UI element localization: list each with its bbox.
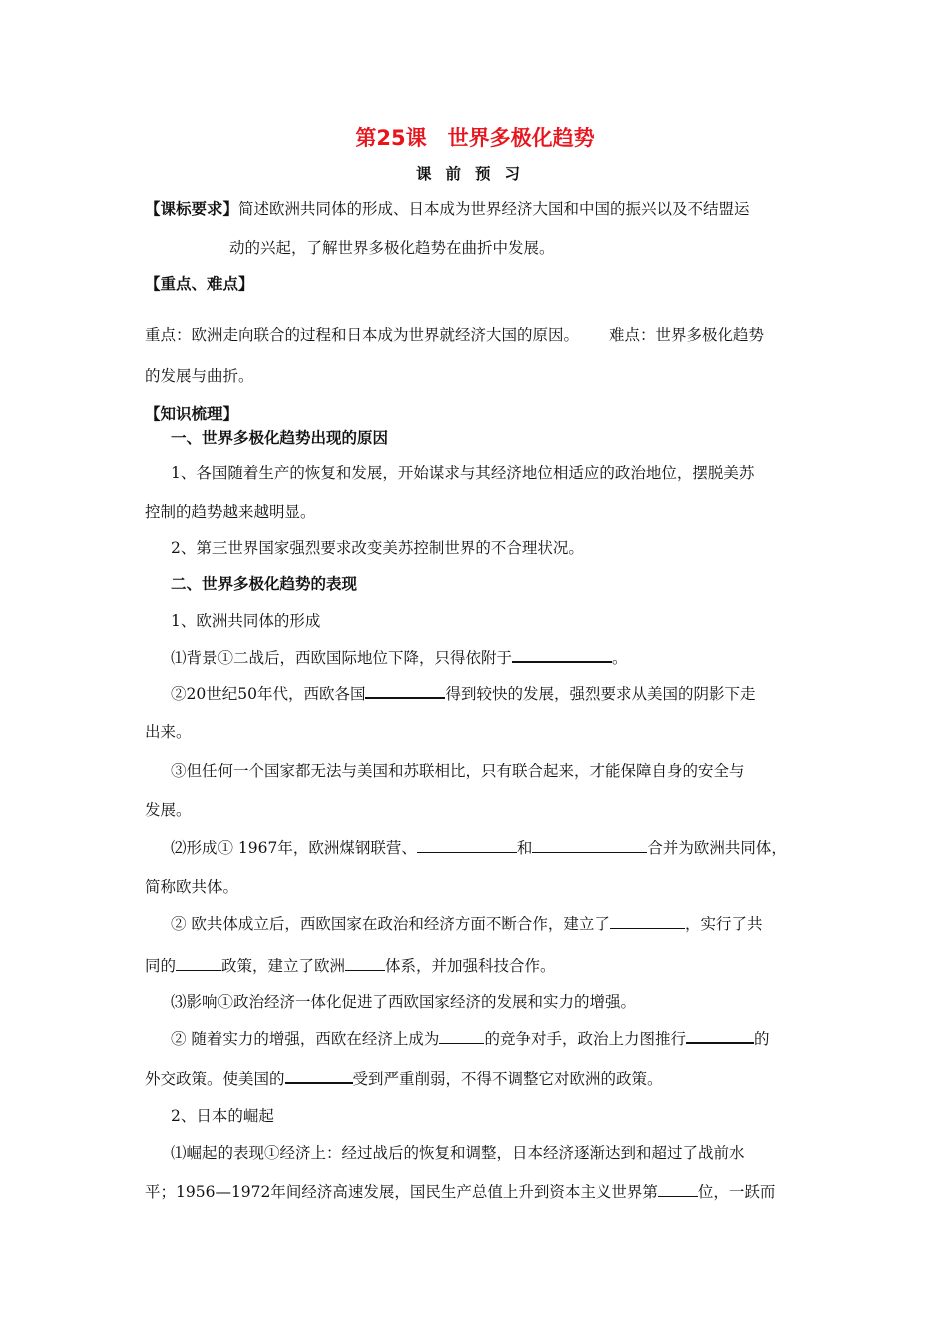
kebiao-line-1: [145, 199, 750, 219]
zhongdian-difficult: 难点：世界多极化趋势: [609, 326, 765, 344]
xc-text-3: 同的: [145, 957, 177, 975]
yx-text-1-cont: 的竞争对手，政治上力图推行: [484, 1030, 686, 1048]
fill-blank[interactable]: [532, 838, 647, 853]
kebiao-text-1: 简述欧洲共同体的形成、日本成为世界经济大国和中国的振兴以及不结盟运: [238, 200, 750, 218]
kebiao-text-2: 动的兴起，了解世界多极化趋势在曲折中发展。: [229, 239, 555, 257]
para-2: 2、第三世界国家强烈要求改变美苏控制世界的不合理状况。: [171, 539, 584, 557]
jq-text-2-cont: 位，一跃而: [697, 1183, 776, 1201]
yx-text-1-end: 的: [753, 1030, 770, 1048]
bg-text-1: ⑴背景①二战后，西欧国际地位下降，只得依附于: [171, 649, 513, 667]
fill-blank[interactable]: [610, 914, 685, 929]
kebiao-label: 【课标要求】: [145, 200, 239, 218]
xc-text-merge: 合并为欧洲共同体，: [647, 839, 787, 857]
sub-2-heading: 2、日本的崛起: [171, 1107, 274, 1125]
lesson-subtitle: 课前预习: [415, 165, 534, 183]
zhongdian-line-2: 的发展与曲折。: [145, 367, 254, 385]
xc-text-1: ⑵形成① 1967年，欧洲煤钢联营、: [171, 839, 417, 857]
fill-blank[interactable]: [439, 1029, 484, 1044]
para-1-1: 1、各国随着生产的恢复和发展，开始谋求与其经济地位相适应的政治地位，摆脱美苏: [171, 464, 755, 482]
fill-blank[interactable]: [345, 956, 385, 971]
xc-line-3: [171, 914, 762, 934]
fill-blank[interactable]: [658, 1182, 698, 1197]
bg-text-2-cont: 得到较快的发展，强烈要求从美国的阴影下走: [445, 685, 756, 703]
bg-line-4: ③但任何一个国家都无法与美国和苏联相比，只有联合起来，才能保障自身的安全与: [171, 762, 745, 780]
lesson-title: 第25课 世界多极化趋势: [355, 126, 595, 150]
xc-text-2-cont: ，实行了共: [684, 915, 763, 933]
bg-line-5: 发展。: [145, 801, 192, 819]
zhongdian-key: 重点：欧洲走向联合的过程和日本成为世界就经济大国的原因。: [145, 326, 580, 344]
bg-line-2: [171, 683, 755, 704]
section-2-heading: 二、世界多极化趋势的表现: [171, 575, 358, 593]
xc-line-1: [171, 838, 787, 858]
jq-line-2: [145, 1182, 775, 1202]
fill-blank[interactable]: [417, 838, 517, 853]
xc-text-3-cont: 政策，建立了欧洲: [221, 957, 346, 975]
xc-line-2: 简称欧共体。: [145, 878, 239, 896]
xc-text-3-end: 体系，并加强科技合作。: [385, 957, 556, 975]
fill-blank[interactable]: [686, 1028, 754, 1044]
zhongdian-label: 【重点、难点】: [145, 275, 254, 293]
fill-blank[interactable]: [285, 1068, 353, 1084]
yx-line-3: [145, 1068, 663, 1089]
xc-text-and: 和: [516, 839, 533, 857]
yx-line-2: [171, 1028, 769, 1049]
yx-text-2-cont: 受到严重削弱，不得不调整它对欧洲的政策。: [352, 1070, 663, 1088]
xc-line-4: [145, 956, 556, 976]
fill-blank[interactable]: [512, 647, 612, 663]
yx-text-1: ② 随着实力的增强，西欧在经济上成为: [171, 1030, 440, 1048]
bg-text-1-end: 。: [612, 649, 628, 667]
jq-text-2: 平；1956—1972年间经济高速发展，国民生产总值上升到资本主义世界第: [145, 1183, 658, 1201]
fill-blank[interactable]: [365, 683, 445, 699]
para-1-2: 控制的趋势越来越明显。: [145, 503, 316, 521]
zhishi-label: 【知识梳理】: [145, 405, 239, 423]
xc-text-2: ② 欧共体成立后，西欧国家在政治和经济方面不断合作，建立了: [171, 915, 610, 933]
zhongdian-line-1: [145, 325, 764, 345]
bg-line-3: 出来。: [145, 723, 192, 741]
sub-1-heading: 1、欧洲共同体的形成: [171, 612, 321, 630]
section-1-heading: 一、世界多极化趋势出现的原因: [171, 429, 389, 447]
bg-text-2: ②20世纪50年代，西欧各国: [171, 685, 366, 703]
yx-line-1: ⑶影响①政治经济一体化促进了西欧国家经济的发展和实力的增强。: [171, 993, 637, 1011]
bg-line-1: [171, 647, 628, 668]
jq-line-1: ⑴崛起的表现①经济上：经过战后的恢复和调整，日本经济逐渐达到和超过了战前水: [171, 1144, 745, 1162]
yx-text-2: 外交政策。使美国的: [145, 1070, 285, 1088]
fill-blank[interactable]: [176, 956, 221, 971]
